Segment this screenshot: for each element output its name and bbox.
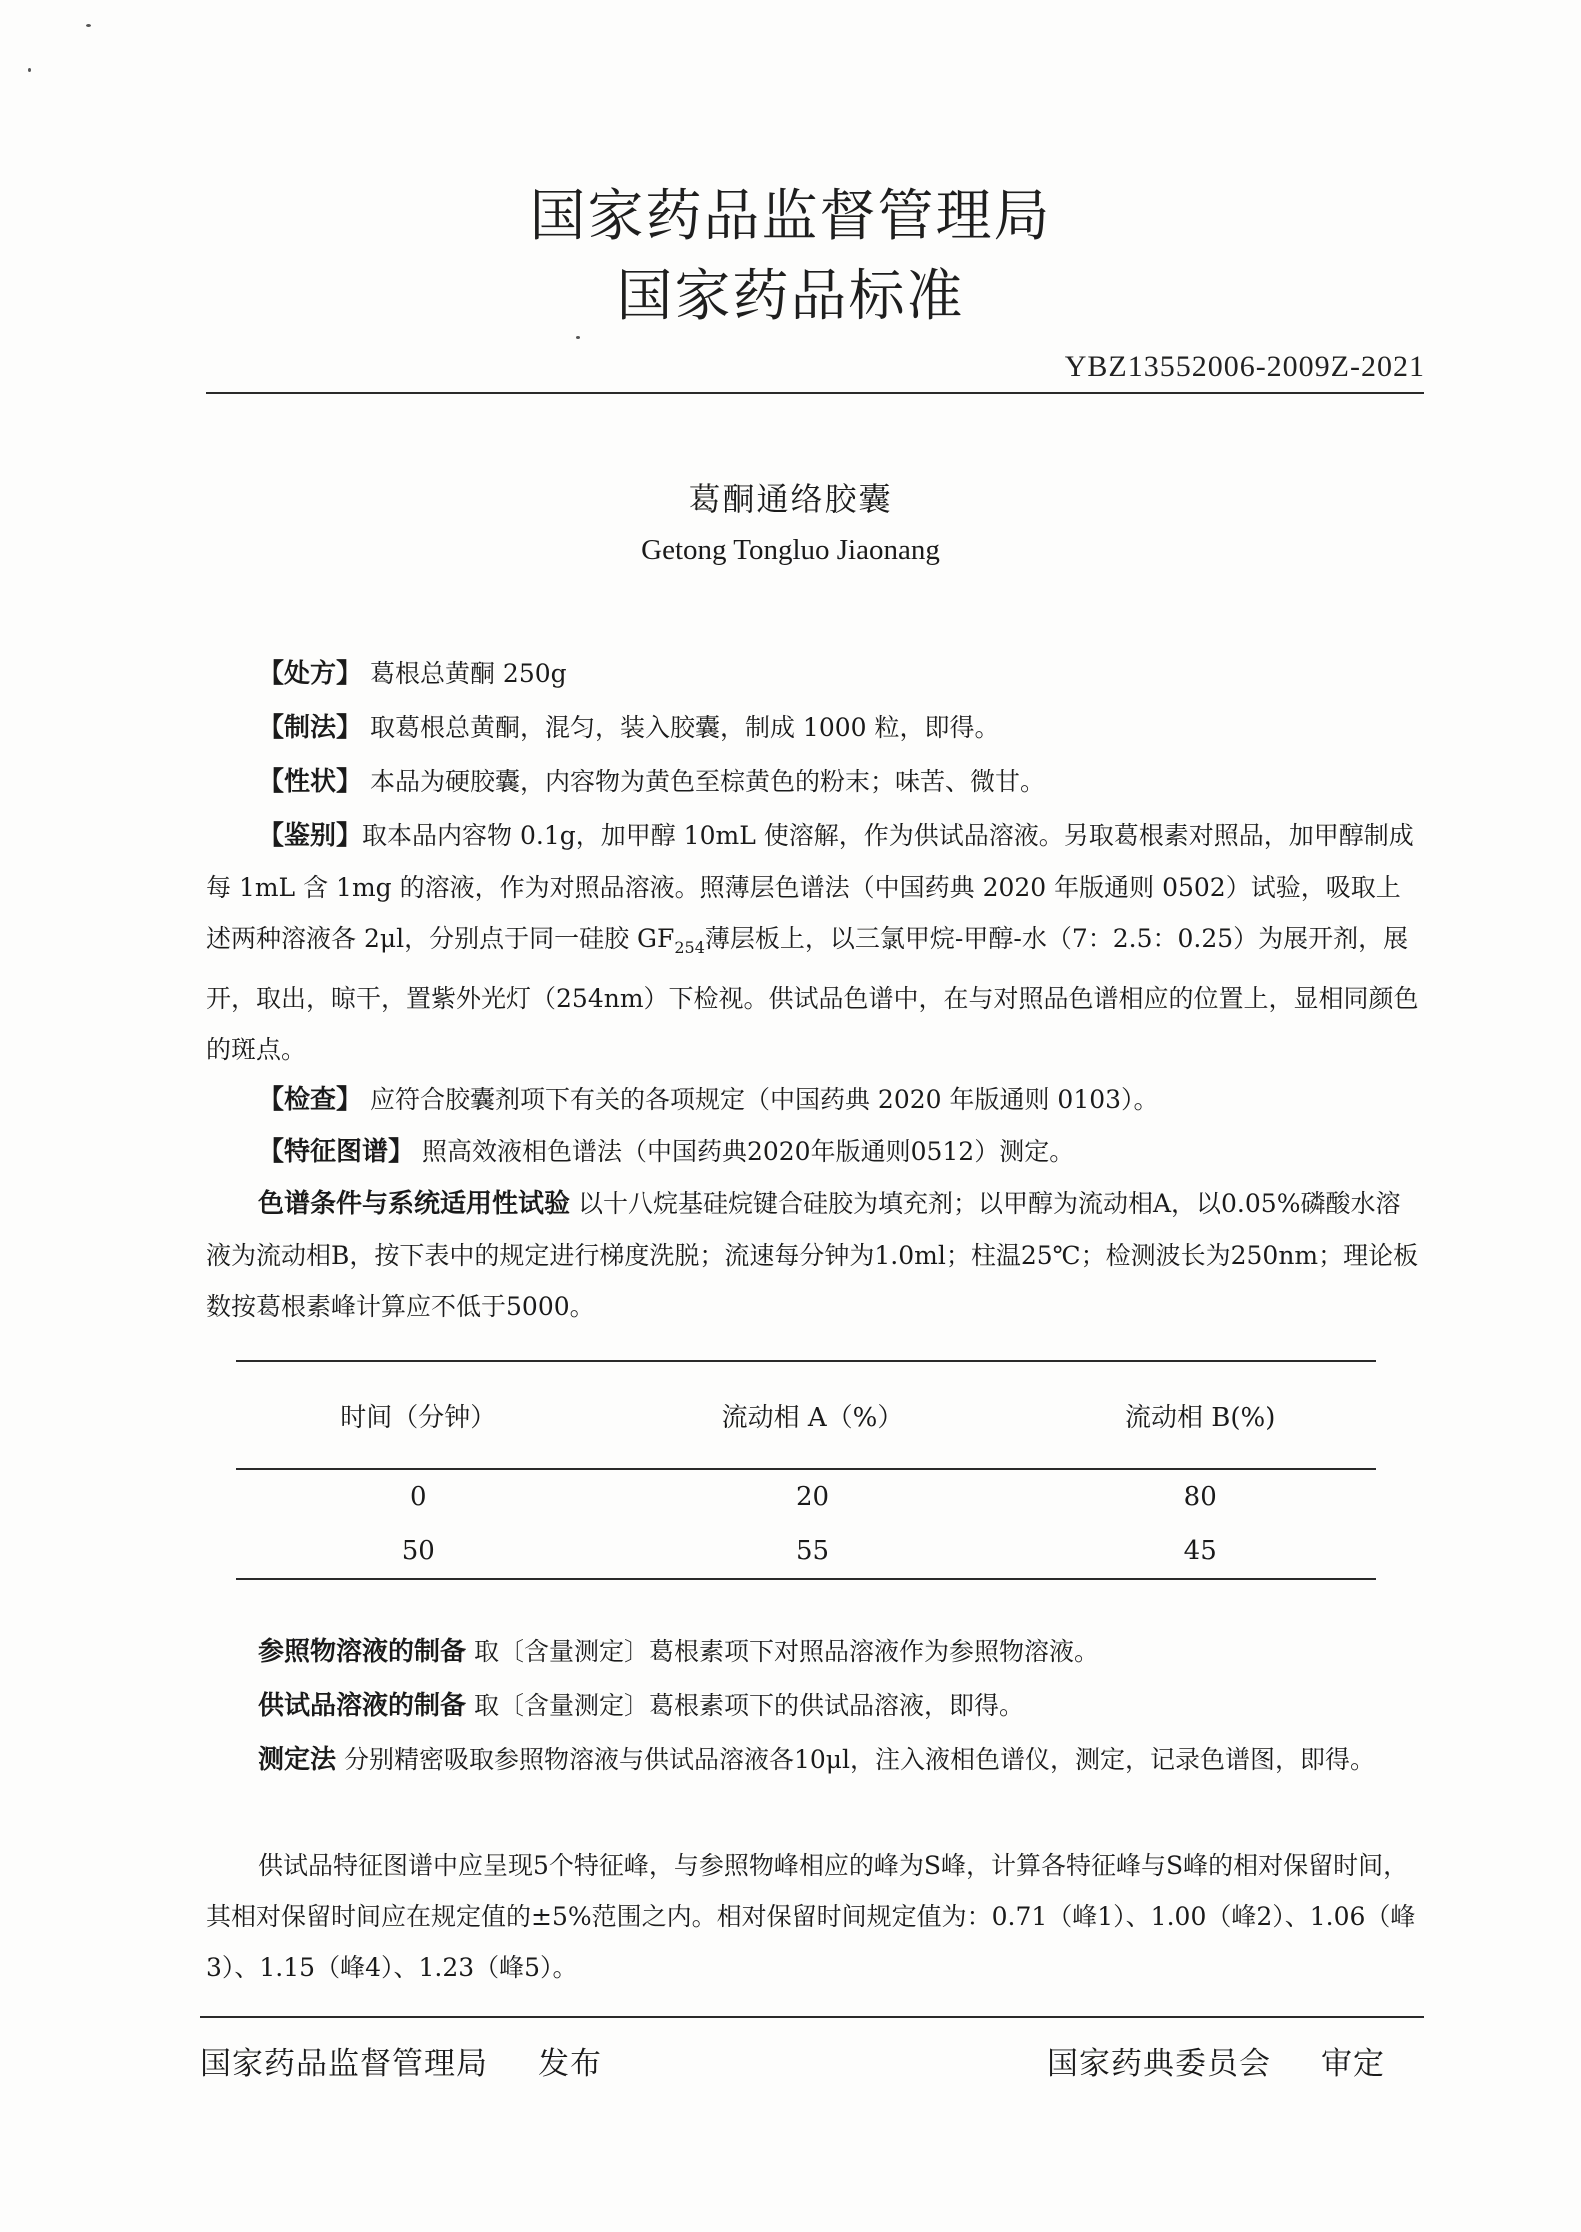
section-text: 本品为硬胶囊，内容物为黄色至棕黄色的粉末；味苦、微甘。 — [369, 767, 1045, 796]
drug-pinyin: Getong Tongluo Jiaonang — [641, 534, 940, 566]
scan-speck — [86, 24, 91, 27]
section-text: 取〔含量测定〕葛根素项下的供试品溶液，即得。 — [473, 1691, 1024, 1720]
section-prescription — [206, 648, 1424, 700]
section-fingerprint — [206, 1126, 1424, 1178]
section-text: 取〔含量测定〕葛根素项下对照品溶液作为参照物溶液。 — [473, 1637, 1099, 1666]
section-chromatographic-conditions — [206, 1178, 1424, 1332]
document-title-line1: 国家药品监督管理局 — [529, 184, 1052, 249]
table-row — [236, 1524, 1376, 1579]
issuer-name: 国家药品监督管理局 — [200, 2046, 488, 2082]
table-header-row — [236, 1361, 1376, 1469]
section-label: 【检查】 — [258, 1085, 363, 1115]
section-text: 应符合胶囊剂项下有关的各项规定（中国药典 2020 年版通则 0103）。 — [369, 1085, 1159, 1114]
issuer-action: 发布 — [538, 2046, 602, 2082]
section-text: 以十八烷基硅烷键合硅胶为填充剂；以甲醇为流动相A，以0.05%磷酸水溶液为流动相B，按下表中的规定进行梯度洗脱；流速每分钟为1.0ml；柱温25℃；检测波长为250nm；理论板数按葛根素峰计算应不低于5000。 — [206, 1189, 1419, 1321]
section-label: 【鉴别】 — [258, 821, 363, 851]
table-cell: 55 — [601, 1524, 1025, 1579]
section-result — [206, 1840, 1424, 1993]
section-inspection — [206, 1074, 1424, 1126]
header-mobile-a: 流动相 A（%） — [601, 1361, 1025, 1469]
section-label: 参照物溶液的制备 — [258, 1637, 467, 1667]
document-title-line2: 国家药品标准 — [616, 264, 965, 329]
table-cell: 50 — [236, 1524, 601, 1579]
scan-speck — [28, 68, 31, 72]
section-text: 取本品内容物 0.1g，加甲醇 10mL 使溶解，作为供试品溶液。另取葛根素对照品，加甲醇制成每 1mL 含 1mg 的溶液，作为对照品溶液。照薄层色谱法（中国药典 2020 年版通则 0502）试验，吸取上述两种溶液各 2μl，分别点于同一硅胶 GF — [206, 821, 1414, 953]
reviewer-name: 国家药典委员会 — [1047, 2046, 1271, 2082]
section-text: 分别精密吸取参照物溶液与供试品溶液各10μl，注入液相色谱仪，测定，记录色谱图，即得。 — [343, 1745, 1376, 1774]
footer-reviewer — [1047, 2038, 1385, 2083]
section-label: 【性状】 — [258, 767, 363, 797]
section-test-solution — [206, 1680, 1424, 1732]
table-cell: 0 — [410, 1482, 427, 1512]
section-label: 色谱条件与系统适用性试验 — [258, 1189, 571, 1219]
section-identification — [206, 810, 1424, 1075]
standard-code: YBZ13552006-2009Z-2021 — [1064, 350, 1425, 383]
table-row — [236, 1469, 1376, 1524]
header-time: 时间（分钟） — [236, 1361, 601, 1469]
reviewer-action: 审定 — [1321, 2046, 1385, 2082]
section-preparation — [206, 702, 1424, 754]
section-description — [206, 756, 1424, 808]
subscript-254: 254 — [674, 938, 705, 957]
table-cell: 45 — [1024, 1524, 1376, 1579]
section-label: 测定法 — [258, 1745, 337, 1775]
section-label: 供试品溶液的制备 — [258, 1691, 467, 1721]
section-label: 【特征图谱】 — [258, 1137, 415, 1167]
section-text-continued: 薄层板上，以三氯甲烷-甲醇-水（7：2.5：0.25）为展开剂，展开，取出，晾干，置紫外光灯（254nm）下检视。供试品色谱中，在与对照品色谱相应的位置上，显相同颜色的斑点。 — [206, 924, 1419, 1064]
header-mobile-b: 流动相 B(%) — [1024, 1361, 1376, 1469]
section-text: 供试品特征图谱中应呈现5个特征峰，与参照物峰相应的峰为S峰，计算各特征峰与S峰的相对保留时间，其相对保留时间应在规定值的±5%范围之内。相对保留时间规定值为：0.71（峰1）、1.00（峰2）、1.06（峰3）、1.15（峰4）、1.23（峰5）。 — [206, 1851, 1416, 1982]
table-cell: 20 — [795, 1482, 830, 1512]
header-divider — [206, 392, 1424, 394]
footer-divider — [200, 2016, 1424, 2018]
table-cell: 80 — [1183, 1482, 1217, 1512]
section-text: 葛根总黄酮 250g — [369, 659, 567, 688]
section-label: 【处方】 — [258, 659, 363, 689]
gradient-table — [236, 1360, 1376, 1580]
section-label: 【制法】 — [258, 713, 363, 743]
section-reference-solution — [206, 1626, 1424, 1678]
section-procedure — [206, 1734, 1424, 1786]
footer-issuer — [200, 2038, 602, 2083]
scan-speck — [576, 336, 580, 339]
drug-name: 葛酮通络胶囊 — [688, 480, 893, 518]
section-text: 取葛根总黄酮，混匀，装入胶囊，制成 1000 粒，即得。 — [369, 713, 1000, 742]
section-text: 照高效液相色谱法（中国药典2020年版通则0512）测定。 — [421, 1137, 1075, 1166]
